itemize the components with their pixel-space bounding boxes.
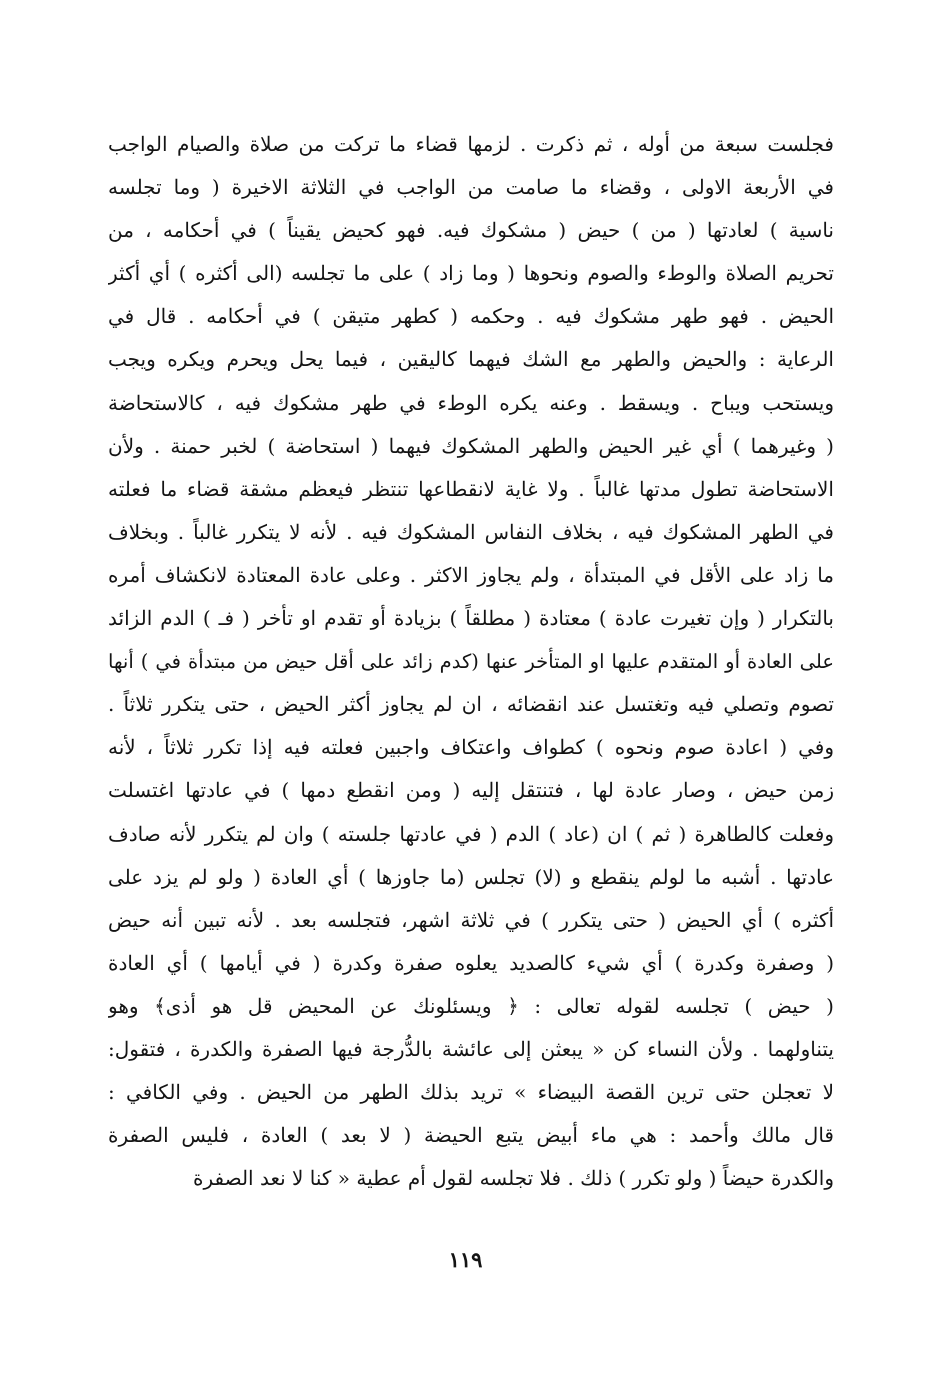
- text-line-12: بالتكرار ( وإن تغيرت عادة ) معتادة ( مطلقاً ) بزيادة أو تقدم او تأخر ( فـ ) الدم الزائد: [108, 606, 834, 631]
- text-line-2: في الأربعة الاولى ، وقضاء ما صامت من الواجب في الثلاثة الاخيرة ( وما تجلسه: [108, 175, 834, 200]
- text-line-15: وفي ( اعادة صوم ونحوه ) كطواف واعتكاف واجبين فعلته فيه إذا تكرر ثلاثاً ، لأنه: [108, 735, 834, 760]
- text-line-18: عادتها . أشبه ما لولم ينقطع و (لا) تجلس (ما جاوزها ) أي العادة ( ولو لم يزد على: [108, 864, 834, 889]
- text-line-5: الحيض . فهو طهر مشكوك فيه . وحكمه ( كطهر متيقن ) في أحكامه . قال في: [108, 304, 834, 329]
- text-line-24: قال مالك وأحمد : هي ماء أبيض يتبع الحيضة ( لا بعد ) العادة ، فليس الصفرة: [108, 1123, 834, 1148]
- text-line-22: يتناولهما . ولأن النساء كن « يبعثن إلى عائشة بالدُّرجة فيها الصفرة والكدرة ، فتقول:: [108, 1036, 834, 1061]
- text-line-1: فجلست سبعة من أوله ، ثم ذكرت . لزمها قضاء ما تركت من صلاة والصيام الواجب: [108, 132, 834, 156]
- text-line-11: ما زاد على الأقل في المبتدأة ، ولم يجاوز الاكثر . وعلى عادة المعتادة لانكشاف أمره: [108, 562, 834, 587]
- text-line-16: زمن حيض ، وصار عادة لها ، فتنتقل إليه ( ومن انقطع دمها ) في عادتها اغتسلت: [108, 778, 834, 803]
- text-line-13: على العادة أو المتقدم عليها او المتأخر عنها (كدم زائد على أقل حيض من مبتدأة في ) أنها: [108, 650, 834, 674]
- text-line-23: لا تعجلن حتى ترين القصة البيضاء » تريد بذلك الطهر من الحيض . وفي الكافي :: [108, 1080, 834, 1105]
- text-line-14: تصوم وتصلي فيه وتغتسل عند انقضائه ، ان لم يجاوز أكثر الحيض ، حتى يتكرر ثلاثاً .: [108, 692, 834, 717]
- text-line-20: ( وصفرة وكدرة ) أي شيء كالصديد يعلوه صفرة وكدرة ( في أيامها ) أي العادة: [108, 950, 834, 975]
- text-line-10: في الطهر المشكوك فيه ، بخلاف النفاس المشكوك فيه . لأنه لا يتكرر غالباً . وبخلاف: [108, 519, 834, 544]
- text-line-7: ويستحب ويباح . ويسقط . وعنه يكره الوطء في طهر مشكوك فيه ، كالاستحاضة: [108, 390, 834, 415]
- text-line-6: الرعاية : والحيض والطهر مع الشك فيهما كاليقين ، فيما يحل ويحرم ويكره ويجب: [108, 347, 834, 372]
- text-line-8: ( وغيرهما ) أي غير الحيض والطهر المشكوك فيهما ( استحاضة ) لخبر حمنة . ولأن: [108, 433, 834, 458]
- text-line-25: والكدرة حيضاً ( ولو تكرر ) ذلك . فلا تجلسه لقول أم عطية « كنا لا نعد الصفرة: [192, 1166, 834, 1191]
- text-line-21: ( حيض ) تجلسه لقوله تعالى : ﴿ ويسئلونك عن المحيض قل هو أذى﴾ وهو: [108, 993, 834, 1018]
- text-line-4: تحريم الصلاة والوطء والصوم ونحوها ( وما زاد ) على ما تجلسه (الى أكثره ) أي أكثر: [108, 261, 834, 286]
- text-line-17: وفعلت كالطاهرة ( ثم ) ان (عاد ) الدم ( في عادتها جلسته ) وان لم يتكرر لأنه صادف: [108, 821, 834, 846]
- text-line-19: أكثره ) أي الحيض ( حتى يتكرر ) في ثلاثة اشهر، فتجلسه بعد . لأنه تبين أنه حيض: [108, 907, 834, 932]
- text-line-9: الاستحاضة تطول مدتها غالباً . ولا غاية لانقطاعها تنتظر فيعظم مشقة قضاء ما فعلته: [108, 476, 834, 501]
- body-text: [108, 123, 834, 1200]
- page-number: ١١٩: [448, 1247, 483, 1272]
- text-line-3: ناسية ) لعادتها ( من ) حيض ( مشكوك فيه. فهو كحيض يقيناً ) في أحكامه ، من: [108, 218, 834, 243]
